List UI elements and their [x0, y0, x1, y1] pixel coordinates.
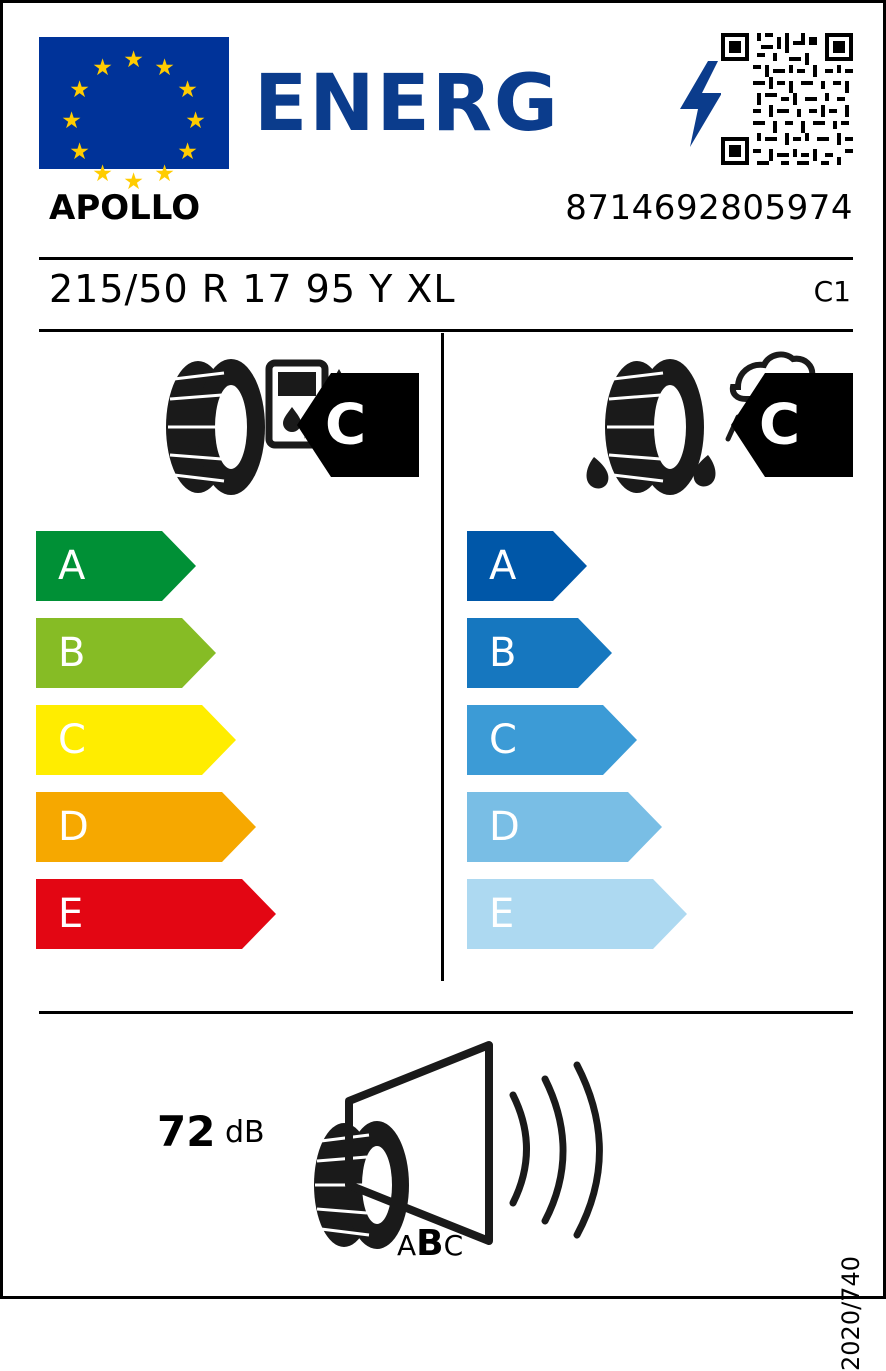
article-number: 8714692805974 — [565, 188, 853, 228]
fuel-grade-b — [36, 618, 436, 688]
divider-mid — [39, 329, 853, 332]
fuel-grade-scale — [36, 531, 436, 966]
fuel-grade-e-letter: E — [58, 891, 84, 937]
eu-flag-icon: ★ ★ ★ ★ ★ ★ ★ ★ ★ ★ ★ ★ — [39, 37, 229, 169]
energ-title-text: ENERG — [254, 59, 560, 149]
wet-grade-a — [467, 531, 867, 601]
wet-grade-c-letter: C — [489, 717, 517, 763]
fuel-result-letter: C — [325, 392, 367, 458]
wet-grade-a-letter: A — [489, 543, 517, 589]
year-code: 2020/740 — [837, 1256, 865, 1371]
tyre-class: C1 — [813, 275, 851, 308]
wet-grade-c — [467, 705, 867, 775]
divider-top — [39, 257, 853, 260]
fuel-result-badge — [297, 373, 419, 477]
wet-grade-e-letter: E — [489, 891, 515, 937]
noise-value: 72 — [157, 1107, 216, 1156]
wet-grade-e — [467, 879, 867, 949]
noise-class-b: B — [416, 1223, 444, 1264]
fuel-grade-b-letter: B — [58, 630, 86, 676]
noise-class-a: A — [397, 1229, 417, 1262]
wet-grade-d-letter: D — [489, 804, 520, 850]
wet-result-badge — [731, 373, 853, 477]
noise-class-scale — [397, 1223, 463, 1264]
grade-arrow-shape — [467, 531, 587, 601]
wet-result-letter: C — [759, 392, 801, 458]
fuel-grade-c — [36, 705, 436, 775]
tyre-size: 215/50 R 17 95 Y XL — [49, 267, 456, 311]
noise-class-c: C — [443, 1229, 464, 1262]
fuel-grade-d — [36, 792, 436, 862]
fuel-grade-e — [36, 879, 436, 949]
fuel-grade-a — [36, 531, 436, 601]
wet-grade-scale — [467, 531, 867, 966]
wet-grade-b-letter: B — [489, 630, 517, 676]
brand-row — [39, 188, 853, 244]
wet-grade-d — [467, 792, 867, 862]
energ-title — [254, 59, 714, 149]
noise-unit: dB — [225, 1115, 265, 1150]
external-noise-section — [39, 1023, 853, 1273]
wet-grade-b — [467, 618, 867, 688]
fuel-grade-a-letter: A — [58, 543, 86, 589]
brand-name: APOLLO — [49, 188, 201, 228]
size-row — [39, 267, 853, 323]
fuel-grade-c-letter: C — [58, 717, 86, 763]
fuel-grade-d-letter: D — [58, 804, 89, 850]
divider-bottom — [39, 1011, 853, 1014]
qr-code-icon — [721, 33, 853, 165]
label-header — [39, 33, 853, 195]
column-divider — [441, 333, 444, 981]
lightning-bolt-icon — [678, 61, 722, 147]
